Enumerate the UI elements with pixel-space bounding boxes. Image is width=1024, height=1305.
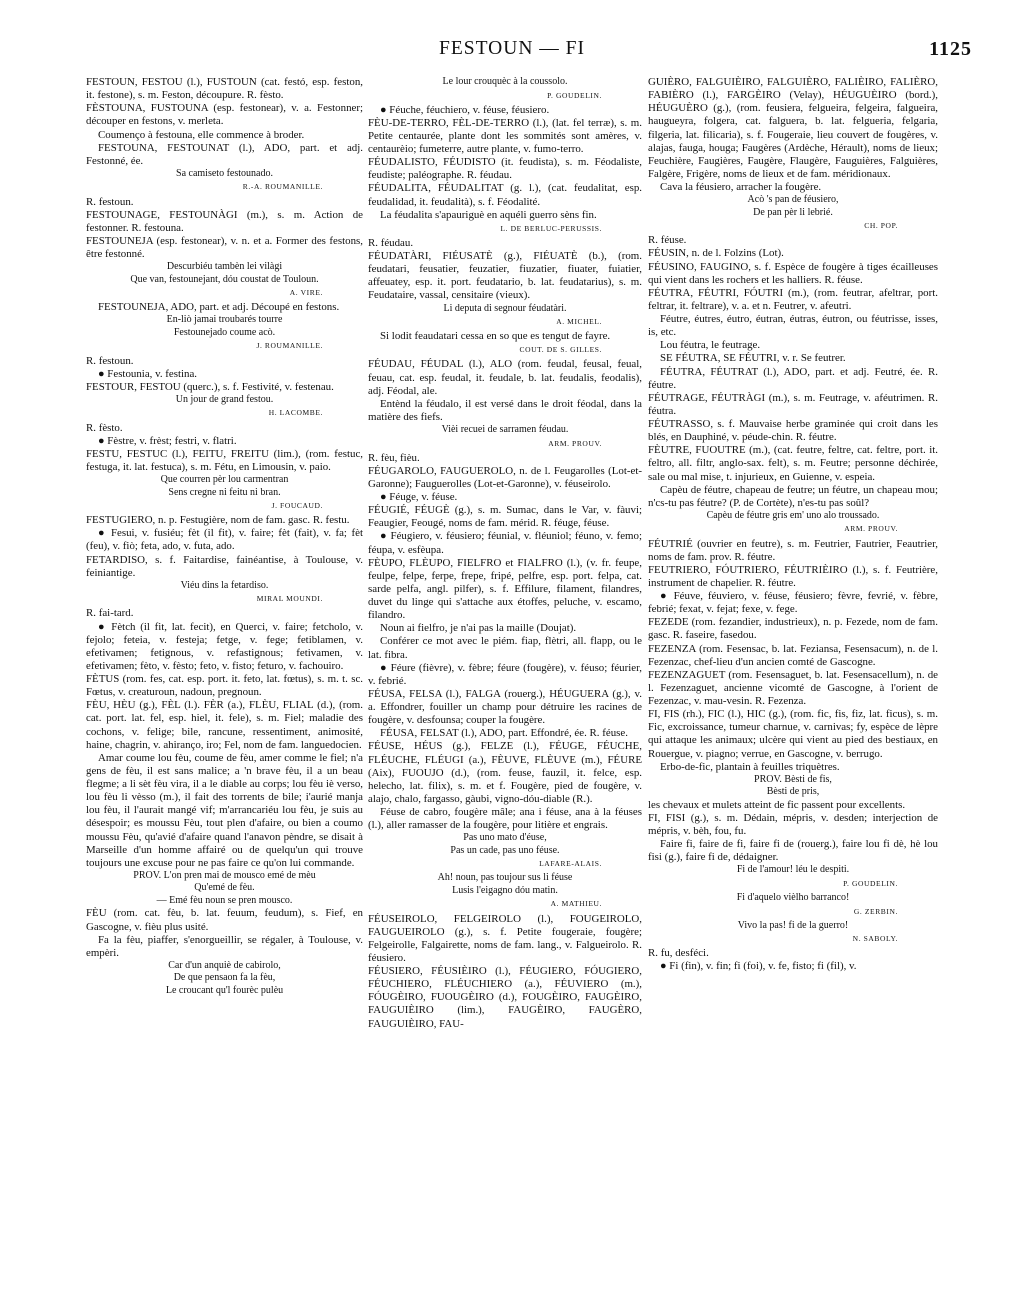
dictionary-entry: GUIÈRO, FALGUIÈIRO, FALGUIÈRO, FALIÈIRO, FALIÈRO, FABIÈRO (l.), FARGÈIRO (Velay), HÉUGUÈIRO (bord.), HÉUGUÈRO (g.), (rom. feusiera, felgueira, felgeira, falgueira, haugueyra, folgera, cat. falguera, b. lat. felgueria, felgaria, filgeria, lat. filicaria), s. f. Fougeraie, lieu couvert de fougères, v. alajas, fauga, houga; Faugères (Ardèche, Hérault), noms de lieux; Feuchière, Faugières, Faugère, Flaugère, Fauguières, Falguières, Falgère, Frigère, noms de lieux et de fam. méridionaux.: [648, 76, 938, 180]
quotation-line: Bèsti de pris,: [766, 786, 820, 798]
quotation-line: En-liò jamai troubarés tourre: [166, 314, 283, 326]
column-right: [648, 76, 938, 974]
dictionary-entry: ● Fesui, v. fusiéu; fèt (il fit), v. faire; fèt (fait), v. fa; fèt (feu), v. fiò; feta, ado, v. futa, ado.: [86, 527, 363, 553]
quotation-line: Car d'un anquiè de cabirolo,: [168, 959, 281, 971]
dictionary-entry: FÉUGAROLO, FAUGUEROLO, n. de l. Feugarolles (Lot-et-Garonne); Fauguerolles (Lot-et-Garonne), v. féuseirolo.: [368, 464, 642, 490]
quotation-line: Un jour de grand festou.: [175, 393, 274, 405]
dictionary-entry: FÉUSA, FELSA (l.), FALGA (rouerg.), HÉUGUERA (g.), v. a. Effondrer, fouiller un champ pour détruire les racines de fougère, v. desfounsa; couper la fougère.: [368, 687, 642, 727]
dictionary-entry: FI, FIS (rh.), FIC (l.), HIC (g.), (rom. fic, fis, fiz, lat. ficus), s. m. Fic, excroissance, tumeur charnue, v. carnivas; fy, espèce de lèpre qui attaque les animaux; ulcère qui vient au pied des bestiaux, en Rouergue, v. piagno; verrue, en Gascogne, v. berrugo.: [648, 708, 938, 760]
quotation-author: H. LACOMBE.: [268, 408, 323, 418]
quotation-line: PROV. Bèsti de fis,: [754, 773, 832, 785]
dictionary-entry: FEZENZA (rom. Fesensac, b. lat. Feziansa, Fesensacum), n. de l. Fezenzac, chef-lieu d'un ancien comté de Gascogne.: [648, 642, 938, 668]
page-header: [0, 38, 1024, 70]
quotation-line: Qu'emé de fèu.: [194, 882, 255, 894]
quotation-author: J. ROUMANILLE.: [256, 341, 323, 351]
dictionary-entry: FÉUSA, FELSAT (l.), ADO, part. Effondré, ée. R. féuse.: [380, 727, 628, 740]
dictionary-entry: FESTOUN, FESTOU (l.), FUSTOUN (cat. festó, esp. feston, it. festone), s. m. Feston, découpure. R. fèsto.: [86, 76, 363, 102]
dictionary-entry: FESTUGIERO, n. p. Festugière, nom de fam. gasc. R. festu.: [86, 514, 350, 527]
dictionary-entry: FÉUDATÀRI, FIÉUSATÈ (g.), FIÉUATÈ (b.), (rom. feudatari, feusatier, feuzatier, fiuzatier, fiuater, fuiatier, affeuatey, esp. it. port. feudatario, b. lat. feudatarius), s. m. Feudataire, vassal, censitaire (vieux).: [368, 250, 642, 302]
dictionary-entry: SE FÉUTRA, SE FÉUTRI, v. r. Se feutrer.: [660, 352, 846, 365]
dictionary-entry: FESTOUR, FESTOU (querc.), s. f. Festivité, v. festenau.: [86, 380, 334, 393]
quotation-line: Sa camiseto festounado.: [176, 167, 273, 179]
quotation-line: De que pensaon fa la fèu,: [173, 972, 276, 984]
dictionary-entry: FEZEDE (rom. fezandier, industrieux), n. p. Fezede, nom de fam. gasc. R. faseire, fasedou.: [648, 616, 938, 642]
quotation-author: P. GOUDELIN.: [547, 90, 602, 100]
quotation-line: Lusis l'eigagno dóu matin.: [452, 884, 558, 896]
dictionary-entry: FÉUTRA, FÉUTRI, FÓUTRI (m.), (rom. feutrar, afeltrar, port. feltrar, it. feltrare), v. a. et n. Feutrer, v. afeutri.: [648, 286, 938, 312]
dictionary-entry: les chevaux et mulets atteint de fic passent pour excellents.: [648, 798, 906, 811]
quotation-author: A. MICHEL.: [556, 317, 602, 326]
dictionary-entry: ● Féuche, féuchiero, v. féuse, féusiero.: [380, 103, 550, 116]
dictionary-entry: ● Féugiero, v. féusiero; féunial, v. fléuniol; féuno, v. femo; féupa, v. esfèupa.: [368, 530, 642, 556]
dictionary-entry: Féuse de cabro, fougère mâle; ana i féuse, ana à la féuses (l.), aller ramasser de la fougère, pour litière et engrais.: [368, 806, 642, 832]
quotation-line: Fi de l'amour! léu le despiti.: [736, 864, 850, 876]
dictionary-entry: Cava la féusiero, arracher la fougère.: [660, 181, 822, 193]
dictionary-entry: R. fai-tard.: [86, 607, 134, 620]
quotation-line: Viéu dins la fetardiso.: [180, 579, 269, 591]
dictionary-entry: FÉUTRASSO, s. f. Mauvaise herbe graminée qui croit dans les blés, en Dauphiné, v. péude-chin. R. féutre.: [648, 418, 938, 444]
dictionary-entry: R. féudau.: [368, 236, 414, 249]
quotation-line: Fi d'aquelo vièlho barranco!: [736, 892, 850, 903]
quotation-author: CH. POP.: [864, 221, 898, 231]
quotation-author: N. SABOLY.: [852, 934, 898, 944]
dictionary-entry: ● Féure (fièvre), v. fèbre; féure (fougère), v. féuso; féurier, v. febrié.: [368, 661, 642, 687]
dictionary-entry: FESTOUNEJA (esp. festonear), v. n. et a. Former des festons, être festonné.: [86, 234, 363, 260]
dictionary-entry: FEZENZAGUET (rom. Fesensaguet, b. lat. Fesensacellum), n. de l. Fezenzaguet, ancienne vicomté de Gascogne, à l'orient de Fezenzac, v. mau-vesin. R. Fezenza.: [648, 668, 938, 707]
dictionary-entry: R. fèu, fièu.: [368, 451, 420, 464]
quotation-author: G. ZERBIN.: [853, 906, 898, 916]
dictionary-entry: Capèu de féutre, chapeau de feutre; un féutre, un chapeau mou; n'cs-tu pas féutre? (P. de Cortète), n'es-tu pas soûl?: [648, 483, 938, 509]
dictionary-entry: Lou féutra, le feutrage.: [660, 339, 761, 352]
quotation-line: Li deputa di segnour féudatàri.: [443, 302, 567, 314]
quotation-author: ARM. PROUV.: [548, 438, 602, 448]
dictionary-entry: R. festoun.: [86, 195, 134, 208]
dictionary-entry: FÉUSINO, FAUGINO, s. f. Espèce de fougère à tiges écailleuses qui vient dans les rochers et les halliers. R. féuse.: [648, 260, 938, 286]
dictionary-entry: FÉUTRIÉ (ouvrier en feutre), s. m. Feutrier, Fautrier, Feautrier, noms de fam. prov. R. féutre.: [648, 537, 938, 563]
quotation-line: Vièi recuei de sarramen féudau.: [441, 424, 569, 435]
dictionary-entry: FÈTUS (rom. fes, cat. esp. port. it. feto, lat. fœtus), s. m. t. sc. Fœtus, v. creaturoun, nadoun, pregnoun.: [86, 673, 363, 699]
dictionary-entry: FESTOUNA, FESTOUNAT (l.), ADO, part. et adj. Festonné, ée.: [86, 141, 363, 167]
dictionary-entry: FÉUTRA, FÉUTRAT (l.), ADO, part. et adj. Feutré, ée. R. féutre.: [648, 365, 938, 391]
dictionary-entry: Faire fi, faire de fi, faire fi de (rouerg.), faire lou fi dè, hè lou fisi (g.), faire fi de, dédaigner.: [648, 838, 938, 864]
dictionary-entry: Entènd la féudalo, il est versé dans le droit féodal, dans la matière des fiefs.: [368, 397, 642, 423]
quotation-author: P. GOUDELIN.: [843, 878, 898, 888]
quotation-line: De pan pèr li lebrié.: [753, 206, 833, 218]
dictionary-entry: FÉUSE, HÉUS (g.), FELZE (l.), FÉUGE, FÉUCHE, FLÉUCHE, FLÉUGI (a.), FÈUVE, FLÈUVE (m.), FÉURE (Aix), FUOUJO (d.), (rom. feuse, fauzil, it. felce, esp. helecho, lat. filix), s. m. et f. Fougère, pied de fougère, v. alajo, chalo, fargasso, gàubi, vigno-dóu-diable (R.).: [368, 740, 642, 805]
dictionary-entry: Féutre, éutres, éutro, éutran, éutras, éutron, ou féutrisse, isses, is, etc.: [648, 313, 938, 339]
dictionary-entry: Si lodit feaudatari cessa en so que es tengut de fayre.: [380, 330, 611, 343]
quotation-author: MIRAL MOUNDI.: [256, 594, 323, 604]
quotation-author: LAFARE-ALAIS.: [539, 859, 602, 869]
quotation-author: A. VIRE.: [289, 288, 323, 298]
dictionary-entry: Amar coume lou fèu, coume de fèu, amer comme le fiel; n'a gens de fèu, il est sans malice; a 'n brave fèu, il a un beau flegme; a li sèt fèu vira, il a le diable au corps; lou fèu iè verso, lou fèu li vèsso (m.), il fait des torrents de bile; i'aurié manja lou fèu, il l'aurait mangé vif; m'arrancariéu lou fèu, je suis au désespoir; es moussu Fèu, tout plen d'afaire, ou bien a coumo moussu Fèu, qu'avié d'afaire quand l'anavon pèndre, se disait à Marseille d'un homme affairé ou de quelqu'un qui trouve toujours une excuse pour ne pas faire ce qu'on lui commande.: [86, 751, 363, 869]
dictionary-entry: R. festoun.: [86, 354, 134, 367]
quotation-author: A. MATHIEU.: [550, 899, 602, 909]
quotation-author: COUT. DE S. GILLES.: [519, 345, 602, 355]
dictionary-entry: ● Fi (fin), v. fin; fi (foi), v. fe, fisto; fi (fil), v.: [660, 960, 857, 973]
dictionary-entry: FÈU-DE-TERRO, FÈL-DE-TERRO (l.), (lat. fel terræ), s. m. Petite centaurée, plante dont les sommités sont amères, v. centaurèio; fumeterre, autre plante, v. fumo-terro.: [368, 116, 642, 155]
dictionary-entry: FI, FISI (g.), s. m. Dédain, mépris, v. desden; interjection de mépris, v. bèh, fou, fu.: [648, 811, 938, 837]
dictionary-entry: FEUTRIERO, FÓUTRIERO, FÉUTRIÈIRO (l.), s. f. Feutrière, instrument de chapelier. R. féutre.: [648, 563, 938, 589]
dictionary-entry: Noun ai fielfro, je n'ai pas la maille (Doujat).: [380, 622, 577, 635]
dictionary-entry: R. fèsto.: [86, 421, 123, 434]
quotation-line: — Emé fèu noun se pren mousco.: [156, 894, 293, 906]
dictionary-entry: FÈUPO, FLÈUPO, FIELFRO et FIALFRO (l.), (v. fr. feupe, feulpe, felpe, ferpe, frepe, fripé, pelfre, esp. port. felpa, cat. sarde pelfa, angl. pilfer), s. f. Effilure, filament, filandres, duvet du linge qui s'attache aux étoffes, peluche, v. escamo, filandro.: [368, 556, 642, 622]
dictionary-entry: ● Féuge, v. féuse.: [380, 491, 458, 503]
column-middle: [368, 76, 642, 1031]
dictionary-entry: Coumenço à festouna, elle commence à broder.: [98, 128, 305, 141]
dictionary-entry: Conférer ce mot avec le piém. fiap, flètri, all. flapp, ou le lat. fibra.: [368, 635, 642, 661]
page-number: 1125: [929, 38, 972, 60]
quotation-line: Festounejado coume acò.: [173, 326, 276, 338]
quotation-line: Capèu de féutre gris em' uno alo troussado.: [706, 509, 880, 521]
dictionary-entry: ● Fètch (il fit, lat. fecit), en Querci, v. faire; fetcholo, v. fejolo; feteia, v. festeja; fetge, v. fege; fetiblamen, v. efetivamen; fetignous, v. refastignous; fetivamen, v. efetivamen; fèto, v. fèsto; feto, v. fisto; feturo, v. fachouiro.: [86, 620, 363, 672]
dictionary-entry: FÈSTOUNA, FUSTOUNA (esp. festonear), v. a. Festonner; découper en festons, v. merleta.: [86, 102, 363, 128]
dictionary-entry: FÉUSIN, n. de l. Folzins (Lot).: [648, 247, 784, 260]
quotation-author: J. FOUCAUD.: [271, 501, 323, 510]
dictionary-entry: FÉUTRAGE, FÉUTRÀGI (m.), s. m. Feutrage, v. aféutrimen. R. féutra.: [648, 391, 938, 417]
quotation-author: R.-A. ROUMANILLE.: [242, 182, 323, 192]
quotation-line: Sens cregne ni feitu ni bran.: [168, 486, 281, 498]
page-title: FESTOUN — FI: [439, 38, 585, 59]
quotation-line: Pas uno mato d'éuse,: [463, 832, 547, 844]
dictionary-entry: FÉUSIERO, FÉUSIÈIRO (l.), FÉUGIERO, FÓUGIERO, FÉUCHIERO, FLÉUCHIERO (a.), FÉUVIERO (m.), FÓUGÈIRO, FUOUGÈIRO (d.), FOUGÈIRO, FAUGÈIRO, FAUGUIÈIRO (lim.), FAUGÈIRO, FAUGÈRO, FAUGUIÈIRO, FAU-: [368, 965, 642, 1030]
dictionary-entry: FÉUGIÉ, FÉUGÈ (g.), s. m. Sumac, dans le Var, v. fàuvi; Feaugier, Feougé, noms de fam. mérid. R. féuge, féuse.: [368, 504, 642, 530]
quotation-line: Que courren pèr lou carmentran: [160, 474, 289, 485]
dictionary-entry: FÈUTRE, FUOUTRE (m.), (cat. feutre, feltre, cat. feltre, port. it. feltro, all. filtr, anglo-sax. felt), s. m. Feutre; personne déchirée, sale ou mal mise, t. injurieux, en Guienne, v. espeia.: [648, 444, 938, 483]
quotation-line: PROV. L'on pren mai de mousco emé de mèu: [133, 869, 316, 881]
dictionary-entry: ● Festounia, v. festina.: [98, 367, 198, 380]
dictionary-entry: FESTOUNEJA, ADO, part. et adj. Découpé en festons.: [98, 301, 340, 314]
dictionary-entry: FÈU (rom. cat. fèu, b. lat. feuum, feudum), s. Fief, en Gascogne, v. fièu plus usité.: [86, 907, 363, 933]
dictionary-entry: FESTU, FESTUC (l.), FEITU, FREITU (lim.), (rom. festuc, festuga, it. lat. festuca), s. m. Fétu, en Limousin, v. paio.: [86, 447, 363, 473]
quotation-author: ARM. PROUV.: [844, 524, 898, 534]
dictionary-entry: FÉUDALISTO, FÉUDISTO (it. feudista), s. m. Féodaliste, feudiste; paléographe. R. féudau.: [368, 156, 642, 182]
dictionary-entry: FESTOUNAGE, FESTOUNÀGI (m.), s. m. Action de festonner. R. festouna.: [86, 208, 363, 234]
dictionary-entry: FÈU, HÈU (g.), FÈL (l.). FÈR (a.), FLÈU, FLIAL (d.), (rom. cat. port. lat. fel, esp. hiel, it. fele), s. m. Fiel; maladie des cochons, v. felige; bile, rancune, ressentiment, animosité, haine, chagrin, v. ahiranço, iro; Fel, nom de fam. languedocien.: [86, 699, 363, 751]
dictionary-entry: R. fu, desféci.: [648, 947, 709, 960]
quotation-line: Ah! noun, pas toujour sus li féuse: [437, 872, 573, 884]
dictionary-entry: FETARDISO, s. f. Faitardise, fainéantise, à Toulouse, v. feiniantige.: [86, 553, 363, 579]
quotation-author: L. DE BERLUC-PERUSSIS.: [500, 223, 602, 233]
dictionary-entry: FÉUSEIROLO, FELGEIROLO (l.), FOUGEIROLO, FAUGUEIROLO (g.), s. f. Petite fougeraie, fougère; Felgeirolle, Falgairette, noms de fam. lang., v. Falgueirolo. R. féusiero.: [368, 912, 642, 964]
dictionary-entry: FÉUDAU, FÉUDAL (l.), ALO (rom. feudal, feusal, feual, feuau, cat. esp. feudal, it. feudale, b. lat. feudalis, feodalis), adj. Féodal, ale.: [368, 358, 642, 397]
quotation-line: Vivo la pas! fi de la guerro!: [737, 919, 849, 931]
quotation-line: Acò 's pan de féusiero,: [747, 194, 839, 206]
dictionary-entry: FÉUDALITA, FÉUDALITAT (g. l.), (cat. feudalitat, esp. feudalidad, it. feudalità), s. f. Féodalité.: [368, 182, 642, 208]
quotation-line: Le lour crouquèc à la coussolo.: [442, 76, 568, 87]
dictionary-entry: ● Féuve, féuviero, v. féuse, féusiero; fèvre, fevrié, v. fèbre, febrié; fexat, v. fejat; fexe, v. fege.: [648, 590, 938, 616]
quotation-line: Le croucant qu'l fourèc pulèu: [165, 984, 284, 996]
quotation-line: Pas un cade, pas uno féuse.: [450, 844, 560, 856]
column-left: [86, 76, 363, 997]
dictionary-entry: Erbo-de-fic, plantain à feuilles triquètres.: [660, 760, 840, 773]
dictionary-entry: ● Fèstre, v. frèst; festri, v. flatri.: [98, 434, 237, 447]
dictionary-entry: La féudalita s'apauriguè en aquéli guerro sèns fin.: [380, 208, 597, 221]
quotation-line: Descurbiéu tambèn lei vilàgi: [166, 261, 283, 273]
dictionary-entry: Fa la fèu, piaffer, s'enorgueillir, se régaler, à Toulouse, v. empèri.: [86, 933, 363, 959]
quotation-line: Que van, festounejant, dóu coustat de Touloun.: [130, 273, 319, 285]
dictionary-entry: R. féuse.: [648, 234, 687, 247]
